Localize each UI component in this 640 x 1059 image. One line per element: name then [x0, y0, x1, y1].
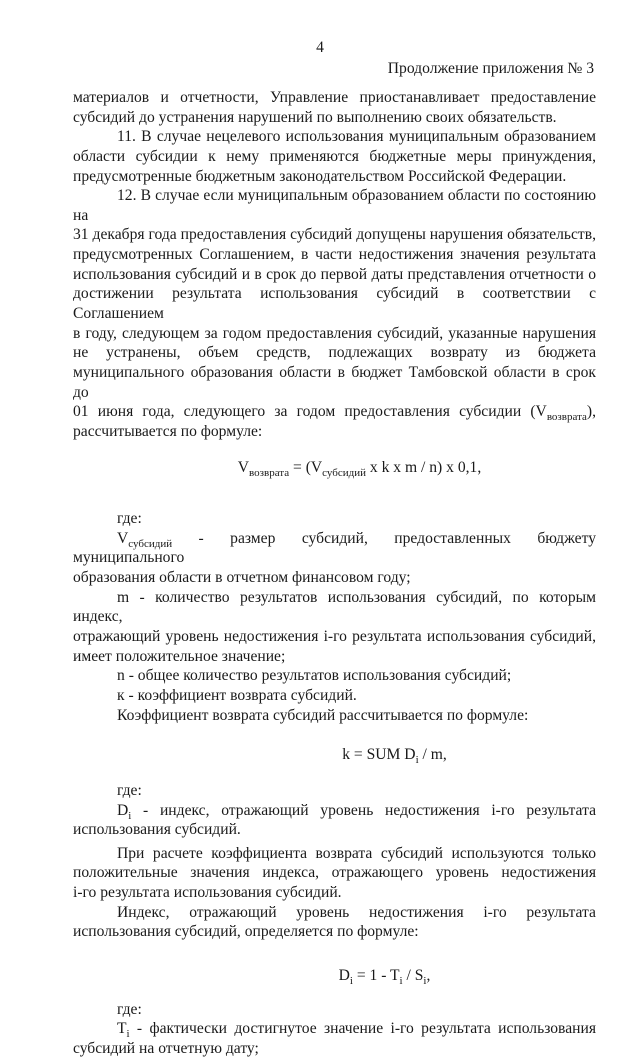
- paragraph-12-line-8: муниципального образования области в бюджет Тамбовской области в срок до: [73, 363, 596, 401]
- def-d-line-2: использования субсидий.: [73, 821, 241, 839]
- formula-v-return: $V_{возврата} = (V_{субсидий}$ x k x m / n) x 0,1,: [237, 458, 482, 479]
- where-label-1: где:: [117, 510, 142, 528]
- index-intro-line-1: Индекс, отражающий уровень недостижения i-го результата: [117, 903, 596, 921]
- paragraph-12-line-10: рассчитывается по формуле:: [73, 422, 263, 440]
- calc-note-line-3: i-го результата использования субсидий.: [73, 884, 342, 902]
- document-body: [73, 88, 596, 1059]
- def-n: n - общее количество результатов использования субсидий;: [117, 667, 512, 685]
- paragraph-11-line-3: предусмотренные бюджетным законодательством Российской Федерации.: [73, 167, 567, 185]
- where-label-2: где:: [117, 781, 142, 799]
- paragraph-11-line-1: 11. В случае нецелевого использования муниципальным образованием: [117, 128, 596, 146]
- paragraph-12-line-2: 31 декабря года предоставления субсидий допущены нарушения обязательств,: [73, 226, 596, 244]
- def-m-line-2: отражающий уровень недостижения i-го результата использования субсидий,: [73, 628, 596, 646]
- index-intro-line-2: использования субсидий, определяется по формуле:: [73, 923, 419, 941]
- where-label-3: где:: [117, 1000, 142, 1018]
- def-k: к - коэффициент возврата субсидий.: [117, 686, 357, 704]
- paragraph-1-line-1: материалов и отчетности, Управление приостанавливает предоставление: [73, 89, 596, 106]
- line-9-end: ),: [586, 403, 596, 421]
- v-return-subscript: возврата: [546, 411, 587, 424]
- def-m-line-1: m - количество результатов использования субсидий, по которым индекс,: [73, 588, 596, 626]
- paragraph-1-line-2: субсидий до устранения нарушений по выполнению своих обязательств.: [73, 108, 557, 126]
- def-m-line-3: имеет положительное значение;: [73, 647, 286, 665]
- formula-k: k = SUM $D_i$ / m,: [342, 746, 447, 767]
- paragraph-12-line-6: в году, следующем за годом предоставления субсидий, указанные нарушения: [73, 324, 596, 342]
- paragraph-12-line-4: использования субсидий и в срок до первой даты представления отчетности о: [73, 265, 596, 283]
- paragraph-12-line-3: предусмотренных Соглашением, в части недостижения значения результата: [73, 246, 596, 264]
- paragraph-11-line-2: области субсидии к нему применяются бюджетные меры принуждения,: [73, 147, 596, 165]
- line-9-text: 01 июня года, следующего за годом предоставления субсидии (V: [73, 403, 547, 421]
- paragraph-12-line-9: [73, 402, 596, 422]
- appendix-note: Продолжение приложения № 3: [387, 60, 594, 77]
- page-number: 4: [316, 39, 324, 56]
- def-v-subsidies-line-2: образования области в отчетном финансовом году;: [73, 569, 411, 587]
- def-d: $D_i$ - индекс, отражающий уровень недостижения i-го результата: [117, 801, 596, 822]
- k-formula-intro: Коэффициент возврата субсидий рассчитывается по формуле:: [117, 706, 529, 724]
- def-v-subsidies: $V_{субсидий}$ - размер субсидий, предоставленных бюджету муниципального: [73, 529, 596, 567]
- formula-d: $D_i = 1 - T_i / S_i$,: [338, 966, 431, 987]
- calc-note-line-1: При расчете коэффициента возврата субсидий используются только: [117, 844, 596, 862]
- paragraph-12-line-1: 12. В случае если муниципальным образованием области по состоянию на: [73, 187, 596, 224]
- def-t: $T_i$ - фактически достигнутое значение i-го результата использования: [117, 1020, 596, 1041]
- def-t-line-2: субсидий на отчетную дату;: [73, 1039, 259, 1057]
- calc-note-line-2: положительные значения индекса, отражающего уровень недостижения: [73, 864, 596, 882]
- paragraph-12-line-7: не устранены, объем средств, подлежащих возврату из бюджета: [73, 344, 596, 362]
- paragraph-12-line-5: достижении результата использования субсидий в соответствии с Соглашением: [73, 285, 596, 323]
